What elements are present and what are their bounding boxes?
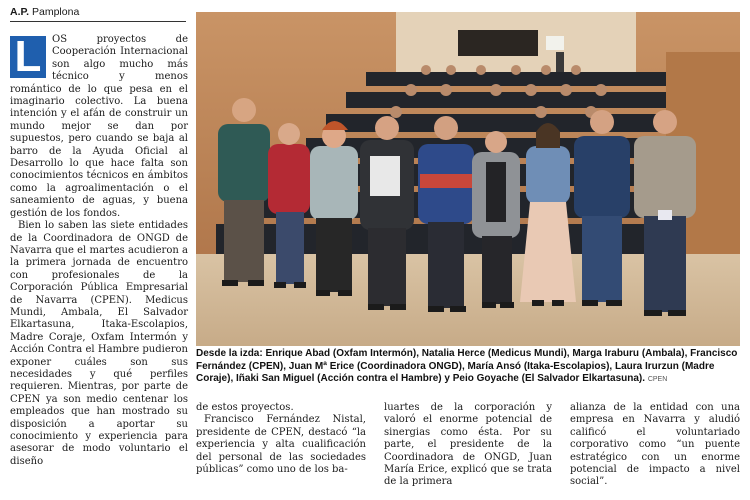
photo-credit: CPEN: [647, 376, 668, 383]
caption-text: Desde la izda: Enrique Abad (Oxfam Intermón), Natalia Herce (Medicus Mundi), Marga Iraburu (Ambala), Francisco Fernández (CPEN), Juan Mª Erice (Coordinadora ONGD), María Ansó (Itaka-Escolapios), Laura Irurzun (Madre Coraje), Iñaki San Miguel (Acción contra el Hambre) y Peio Goyache (El Salvador Elkartasuna).: [196, 348, 738, 384]
byline: [10, 6, 186, 22]
article-column-4: [570, 402, 740, 489]
article-column-4-text: alianza de la entidad con una empresa en Navarra y aludió calificó el voluntariado corporativo como “un puente estratégico con un enorme potencial de impacto a nivel social”.: [570, 402, 740, 488]
byline-author: A.P.: [10, 6, 30, 18]
article-column-2: [196, 402, 366, 476]
photo-illustration: [196, 12, 740, 346]
article-lead-paragraph: [10, 34, 188, 220]
group-photo: [196, 12, 740, 346]
article-column-3-text: luartes de la corporación y valoró el enorme potencial de sinergias como ésta. Por su parte, el presidente de la Coordinadora de ONGD, Juan María Erice, explicó que se trata de la primera: [384, 402, 552, 488]
byline-location: Pamplona: [32, 6, 80, 18]
photo-caption: [196, 348, 742, 387]
article-column-3: [384, 402, 552, 489]
article-continuation: de estos proyectos.: [196, 402, 294, 413]
article-paragraph-2: Bien lo saben las siete entidades de la Coordinadora de ONGD de Navarra que el martes acudieron a la primera jornada de encuentro con profesionales de la Corporación Pública Empresarial de Navarra (CPEN). Medicus Mundi, Ambala, El Salvador Elkartasuna, Itaka-Escolapios, Madre Coraje, Oxfam Intermón y Acción Contra el Hambre pudieron exponer cuáles son sus necesidades y qué perfiles requieren. Mientras, por parte de CPEN ya son medio centenar los empleados que han mostrado su disposición a aportar su conocimiento y experiencia para asesorar de modo voluntario el diseño: [10, 220, 188, 467]
article-column-1: [10, 34, 188, 468]
lead-text: OS proyectos de Cooperación Internacional son algo mucho más técnico y menos romántico de lo que pesa en el imaginario colectivo. La buena intención y el afán de construir un mundo mejor se dan por supuestos, pero cuando se baja al barro de la Ayuda Oficial al Desarrollo lo que hace falta son conocimientos técnicos en ámbitos como la agroalimentación o el saneamiento de aguas, y buena gestión de los fondos.: [10, 34, 188, 219]
article-paragraph-3: Francisco Fernández Nistal, presidente de CPEN, destacó “la experiencia y alta cualificación del personal de las sociedades públicas” como uno de los ba-: [196, 414, 366, 476]
dropcap-letter: L: [10, 36, 46, 78]
